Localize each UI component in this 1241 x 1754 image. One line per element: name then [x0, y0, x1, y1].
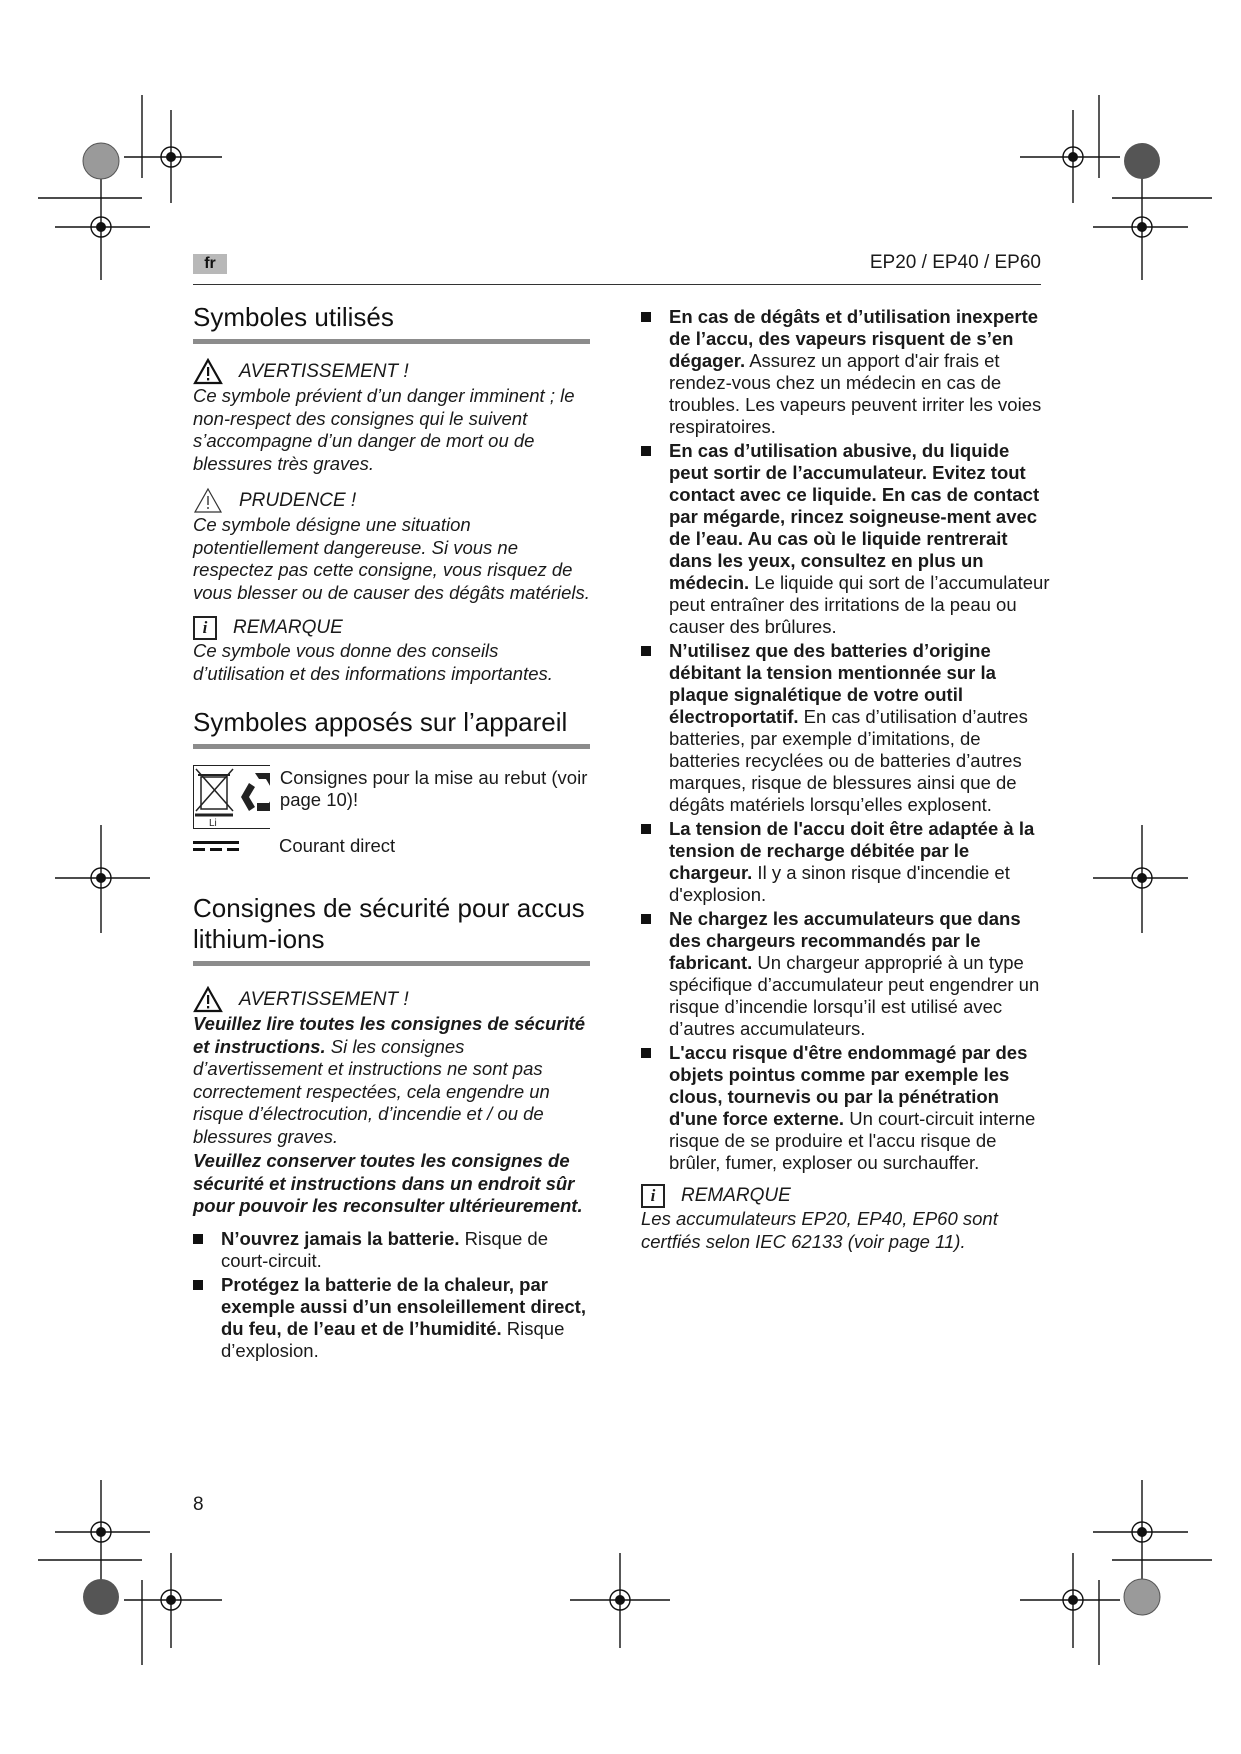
language-badge: fr: [193, 254, 227, 274]
list-item-rest: Le liquide qui sort de l’accumulateur peut entraîner des irritations de la peau ou causer des brûlures.: [669, 572, 1050, 637]
warning-heading: [193, 986, 593, 1013]
safety-paragraph-1: [193, 1013, 593, 1148]
disposal-row: [193, 765, 593, 829]
list-item-bold: Protégez la batterie de la chaleur, par exemple aussi d’un ensoleillement direct, du feu, de l’eau et de l’humidité.: [221, 1273, 586, 1339]
section-rule: [193, 744, 590, 749]
list-item: [193, 1274, 593, 1362]
note-label: REMARQUE: [233, 617, 343, 638]
list-item: [641, 306, 1051, 438]
safety-paragraph-2: Veuillez conserver toutes les consignes de sécurité et instructions dans un endroit sûr pour pouvoir les reconsulter ultérieurement.: [193, 1150, 583, 1216]
note-label: REMARQUE: [681, 1185, 791, 1206]
list-item: [641, 440, 1051, 638]
list-item-rest: Risque de court-circuit.: [221, 1227, 548, 1271]
right-column: [641, 306, 1051, 1253]
info-icon: i: [193, 616, 217, 640]
dc-row: [193, 835, 593, 857]
warning-label: AVERTISSEMENT !: [239, 988, 409, 1010]
caution-text: Ce symbole désigne une situation potentiellement dangereuse. Si vous ne respectez pas cette consigne, vous risquez de vous blesser ou de causer des dégâts matériels.: [193, 514, 590, 603]
disposal-text: Consignes pour la mise au rebut (voir page 10)!: [279, 767, 588, 810]
warning-label: AVERTISSEMENT !: [239, 360, 409, 382]
caution-label: PRUDENCE !: [239, 489, 357, 511]
note-heading: [193, 616, 593, 640]
list-item: [641, 908, 1051, 1040]
right-bullet-list: [641, 306, 1051, 1174]
caution-triangle-icon: [193, 487, 223, 514]
list-item-bold: L'accu risque d'être endommagé par des objets pointus comme par exemple les clous, tournevis ou par la pénétration d'une force externe.: [669, 1042, 1028, 1129]
list-item-rest: Un chargeur approprié à un type spécifique d’accumulateur peut engendrer un risque d’incendie lorsqu’il est utilisé avec d’autres accumulateurs.: [669, 952, 1040, 1039]
warning-heading: [193, 358, 593, 385]
caution-heading: [193, 487, 593, 514]
note-text: Les accumulateurs EP20, EP40, EP60 sont certfiés selon IEC 62133 (voir page 11).: [641, 1208, 998, 1252]
list-item-bold: En cas d’utilisation abusive, du liquide peut sortir de l’accumulateur. Evitez tout contact avec ce liquide. En cas de contact par mégarde, rincez soigneuse-ment avec de l’eau. Au cas où le liquide rentrerait dans les yeux, consultez en plus un médecin.: [669, 440, 1040, 593]
note-text: Ce symbole vous donne des conseils d’utilisation et des informations importantes.: [193, 640, 553, 684]
list-item: [641, 640, 1051, 816]
page-number: 8: [193, 1494, 204, 1515]
section-title: Consignes de sécurité pour accus lithium-ions: [193, 893, 585, 954]
section-rule: [193, 961, 590, 966]
left-bullet-list: [193, 1228, 593, 1362]
section-rule: [193, 339, 590, 344]
warning-triangle-icon: [193, 986, 223, 1013]
dc-text: Courant direct: [279, 835, 396, 856]
list-item-rest: Assurez un apport d'air frais et rendez-vous chez un médecin en cas de troubles. Les vapeurs peuvent irriter les voies respiratoires.: [669, 350, 1042, 437]
direct-current-icon: [193, 839, 239, 853]
warning-text: Ce symbole prévient d’un danger imminent ; le non-respect des consignes qui le suivent s’accompagne d’un danger de mort ou de blessures très graves.: [193, 385, 575, 474]
disposal-recycle-icon: [193, 765, 270, 829]
list-item-rest: Un court-circuit interne risque de se produire et l'accu risque de brûler, fumer, exploser ou surchauffer.: [669, 1108, 1036, 1173]
list-item-bold: N’utilisez que des batteries d’origine débitant la tension mentionnée sur la plaque signalétique de votre outil électroportatif.: [669, 640, 996, 727]
model-numbers: EP20 / EP40 / EP60: [869, 252, 1041, 273]
section-symbols-used: [193, 302, 593, 1364]
list-item-bold: N’ouvrez jamais la batterie.: [221, 1227, 460, 1249]
section-title: Symboles apposés sur l’appareil: [193, 707, 568, 737]
note-heading: [641, 1184, 1051, 1208]
list-item-rest: En cas d’utilisation d’autres batteries, par exemple d’imitations, de batteries recyclées ou de batteries d’autres marques, risque de blessures ainsi que de dégâts matériels lorsqu’elles explosent.: [669, 706, 1028, 815]
list-item-bold: La tension de l'accu doit être adaptée à la tension de recharge débitée par le chargeur.: [669, 818, 1035, 883]
list-item-rest: Risque d’explosion.: [221, 1317, 565, 1361]
disposal-icon-text: Li: [209, 818, 217, 829]
safety-paragraph-1-rest: Si les consignes d’avertissement et instructions ne sont pas correctement respectées, cela engendre un risque d’électrocution, d’incendie et / ou de blessures graves.: [193, 1035, 550, 1147]
warning-triangle-icon: [193, 358, 223, 385]
list-item: [641, 818, 1051, 906]
list-item: [193, 1228, 593, 1272]
list-item-bold: Ne chargez les accumulateurs que dans des chargeurs recommandés par le fabricant.: [669, 908, 1021, 973]
list-item-rest: Il y a sinon risque d'incendie et d'explosion.: [669, 862, 1010, 905]
list-item-bold: En cas de dégâts et d’utilisation inexperte de l’accu, des vapeurs risquent de s’en dégager.: [669, 306, 1039, 371]
info-icon: i: [641, 1184, 665, 1208]
section-title: Symboles utilisés: [193, 302, 394, 332]
safety-paragraph-1-bold: Veuillez lire toutes les consignes de sécurité et instructions.: [193, 1013, 586, 1057]
list-item: [641, 1042, 1051, 1174]
header-rule: [193, 284, 1041, 285]
